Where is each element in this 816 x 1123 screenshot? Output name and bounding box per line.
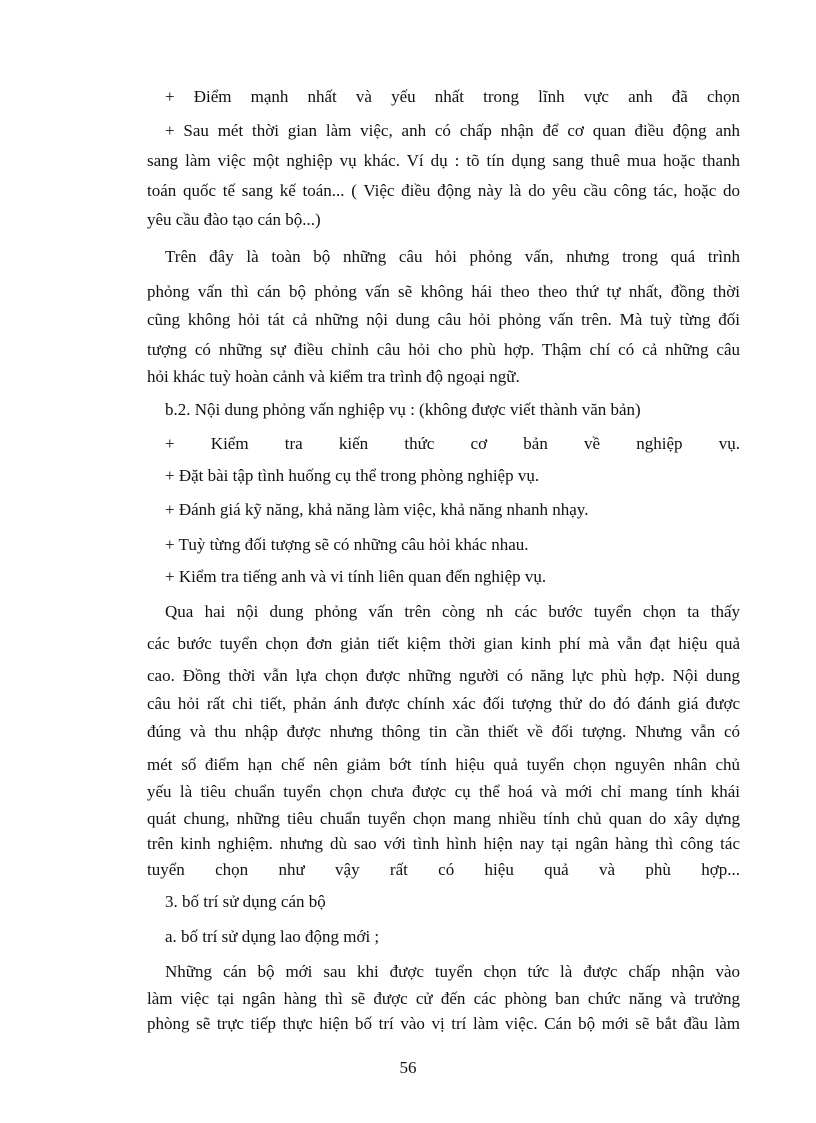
text-line: đúng và thu nhập được nhưng thông tin cần thiết về đối tượng. Nhưng vẫn có: [147, 722, 740, 741]
subsection-heading: a. bố trí sử dụng lao động mới ;: [165, 927, 380, 946]
text-line: trên kinh nghiệm. nhưng dù sao với tình hình hiện nay tại ngân hàng thì công tác: [147, 834, 740, 853]
text-line: hỏi khác tuỳ hoàn cảnh và kiểm tra trình độ ngoại ngữ.: [147, 367, 520, 386]
text-line: các bước tuyển chọn đơn giản tiết kiệm thời gian kinh phí mà vẫn đạt hiệu quả: [147, 634, 740, 653]
text-line: toán quốc tế sang kế toán... ( Việc điều động này là do yêu cầu công tác, hoặc do: [147, 181, 740, 200]
list-item: + Kiểm tra tiếng anh và vi tính liên quan đến nghiệp vụ.: [165, 567, 547, 586]
text-line: phỏng vấn thì cán bộ phỏng vấn sẽ không hái theo theo thứ tự nhất, đồng thời: [147, 282, 740, 301]
list-item: + Đánh giá kỹ năng, khả năng làm việc, khả năng nhanh nhạy.: [165, 500, 589, 519]
text-line: tượng có những sự điều chỉnh câu hỏi cho phù hợp. Thậm chí có cả những câu: [147, 340, 740, 359]
text-line: + Sau mét thời gian làm việc, anh có chấp nhận để cơ quan điều động anh: [165, 121, 740, 140]
text-line: làm việc tại ngân hàng thì sẽ được cử đến các phòng ban chức năng và trưởng: [147, 989, 740, 1008]
page-number: 56: [399, 1058, 417, 1077]
text-line: câu hỏi rất chi tiết, phản ánh được chính xác đối tượng thử do đó đánh giá được: [147, 694, 740, 713]
section-heading: 3. bố trí sử dụng cán bộ: [165, 892, 326, 911]
list-item: + Đặt bài tập tình huống cụ thể trong phòng nghiệp vụ.: [165, 466, 540, 485]
text-line: quát chung, những tiêu chuẩn tuyển chọn mang nhiều tính chủ quan do xây dựng: [147, 809, 740, 828]
text-line: Qua hai nội dung phỏng vấn trên còng nh các bước tuyển chọn ta thấy: [165, 602, 740, 621]
list-item: + Kiểm tra kiến thức cơ bản về nghiệp vụ.: [165, 434, 740, 453]
text-line: Trên đây là toàn bộ những câu hỏi phỏng vấn, nhưng trong quá trình: [165, 247, 740, 266]
text-line: phòng sẽ trực tiếp thực hiện bố trí vào vị trí làm việc. Cán bộ mới sẽ bắt đầu làm: [147, 1014, 740, 1033]
list-item: + Tuỳ từng đối tượng sẽ có những câu hỏi khác nhau.: [165, 535, 529, 554]
text-line: cao. Đồng thời vẫn lựa chọn được những người có năng lực phù hợp. Nội dung: [147, 666, 740, 685]
text-line: + Điểm mạnh nhất và yếu nhất trong lĩnh vực anh đã chọn: [165, 87, 740, 106]
text-line: cũng không hỏi tát cả những nội dung câu hỏi phỏng vấn trên. Mà tuỳ từng đối: [147, 310, 740, 329]
text-line: mét số điểm hạn chế nên giảm bớt tính hiệu quả tuyển chọn nguyên nhân chủ: [147, 755, 740, 774]
text-line: yêu cầu đào tạo cán bộ...): [147, 210, 321, 229]
text-line: Những cán bộ mới sau khi được tuyển chọn tức là được chấp nhận vào: [165, 962, 740, 981]
text-line: sang làm việc một nghiệp vụ khác. Ví dụ : tõ tín dụng sang thuê mua hoặc thanh: [147, 151, 740, 170]
text-line: tuyển chọn như vậy rất có hiệu quả và phù hợp...: [147, 860, 740, 879]
section-heading: b.2. Nội dung phỏng vấn nghiệp vụ : (không được viết thành văn bản): [165, 400, 641, 419]
text-line: yếu là tiêu chuẩn tuyển chọn chưa được cụ thể hoá và mới chỉ mang tính khái: [147, 782, 740, 801]
